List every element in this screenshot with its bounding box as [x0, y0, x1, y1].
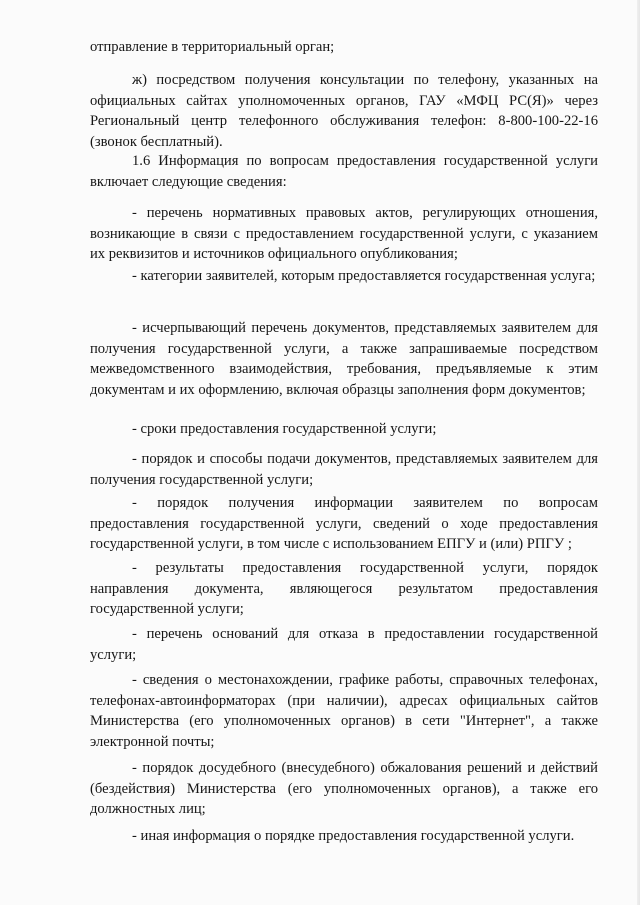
list-item-other-info: - иная информация о порядке предоставления государственной услуги.: [132, 828, 575, 844]
list-item-appeal-procedure: - порядок досудебного (внесудебного) обжалования решений и действий (бездействия) Министерства (его уполномоченных органов), а также его должностных лиц;: [90, 760, 598, 817]
list-item-documents-list: - исчерпывающий перечень документов, представляемых заявителем для получения государственной услуги, а также запрашиваемые посредством межведомственного взаимодействия, требования, предъявляемые к этим документам и их оформлению, включая образцы заполнения форм документов;: [90, 320, 598, 398]
list-item-legal-acts: - перечень нормативных правовых актов, регулирующих отношения, возникающие в связи с предоставлением государственной услуги, с указанием их реквизитов и источников официального опубликования;: [90, 205, 598, 262]
list-item-applicant-categories: - категории заявителей, которым предоставляется государственная услуга;: [132, 268, 596, 284]
list-item-service-terms: - сроки предоставления государственной услуги;: [132, 421, 437, 437]
paragraph-continuation: отправление в территориальный орган;: [90, 39, 335, 55]
list-item-contact-info: - сведения о местонахождении, графике работы, справочных телефонах, телефонах-автоинформаторах (при наличии), адресах официальных сайтов Министерства (его уполномоченных органов) в сети "Интернет", а также электронной почты;: [90, 672, 598, 750]
paragraph-item-zh: ж) посредством получения консультации по телефону, указанных на официальных сайтах уполномоченных органов, ГАУ «МФЦ РС(Я)» через Региональный центр телефонного обслуживания телефон: 8-800-100-22-16 (звонок бесплатный).: [90, 72, 598, 150]
list-item-information-procedure: - порядок получения информации заявителем по вопросам предоставления государственной услуги, сведений о ходе предоставления государственной услуги, в том числе с использованием ЕПГУ и (или) РПГУ ;: [90, 495, 598, 552]
paragraph-section-1-6: 1.6 Информация по вопросам предоставления государственной услуги включает следующие сведения:: [90, 153, 598, 190]
list-item-submission-procedure: - порядок и способы подачи документов, представляемых заявителем для получения государственной услуги;: [90, 451, 598, 488]
list-item-refusal-grounds: - перечень оснований для отказа в предоставлении государственной услуги;: [90, 626, 598, 663]
list-item-results: - результаты предоставления государственной услуги, порядок направления документа, являющегося результатом предоставления государственной услуги;: [90, 560, 598, 617]
